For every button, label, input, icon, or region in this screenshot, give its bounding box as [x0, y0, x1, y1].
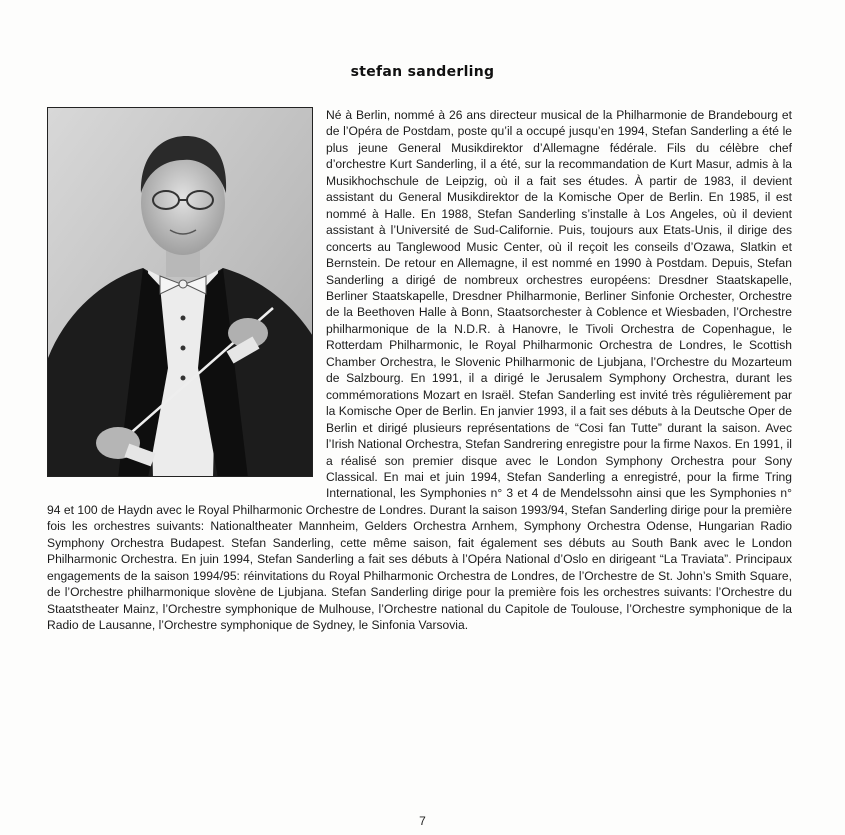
- page-title: stefan sanderling: [350, 64, 495, 80]
- portrait-photo: [47, 107, 313, 477]
- page-number: 7: [419, 814, 426, 828]
- biography-text: Né à Berlin, nommé à 26 ans directeur musical de la Philharmonie de Brandebourg et de l’Opéra de Postdam, poste qu’il a occupé jusqu’en 1994, Stefan Sanderling a été le plus jeune General Musikdirektor d’Allemagne fédérale. Fils du célèbre chef d’orchestre Kurt Sanderling, il a été, sur la recommandation de Kurt Masur, admis à la Musikhochschule de Leipzig, où il a fait ses études. À partir de 1983, il devient assistant du General Musikdirektor de la Komische Oper de Berlin. En 1985, il est nommé à Halle. En 1988, Stefan Sanderling s’installe à Los Angeles, où il devient assistant à l’Université de Sud-Californie. Puis, toujours aux Etats-Unis, il dirige des concerts au Tanglewood Music Center, où il reçoit les conseils d’Ozawa, Slatkin et Bernstein. De retour en Allemagne, il est nommé en 1990 à Postdam. Depuis, Stefan Sanderling a dirigé de nombreux orchestres européens: Dresdner Staatskapelle, Berliner Staatskapelle, Dresdner Philharmonie, Berliner Sinfonie Orchester, Orchestre de la Beethoven Halle à Bonn, Staatsorchester à Coblence et Wiesbaden, l’Orchestre philharmonique de la N.D.R. à Hanovre, le Tivoli Orchestra de Copenhague, le Rotterdam Philharmonic, le Royal Philharmonic Orchestra de Londres, le Scottish Chamber Orchestra, le Slovenic Philharmonic de Ljubjana, l’Orchestre du Mozarteum de Salzbourg. En 1991, il a dirigé le Jerusalem Symphony Orchestra, durant les commémorations Mozart en Israël. Stefan Sanderling est invité très régulièrement par la Komische Oper de Berlin. En janvier 1993, il a fait ses débuts à la Deutsche Oper de Berlin et dirigé plusieurs représentations de “Cosi fan Tutte” durant la saison. Avec l’Irish National Orchestra, Stefan Sandrering enregistre pour la firme Naxos. En 1991, il a réalisé son premier disque avec le London Symphony Orchestra pour Sony Classical. En mai et juin 1994, Stefan Sanderling a enregistré, pour la firme Tring International, les Symphonies n° 3 et 4 de Mendelssohn ainsi que les Symphonies n° 94 et 100 de Haydn avec le Royal Philharmonic Orchestre de Londres. Durant la saison 1993/94, Stefan Sanderling dirige pour la première fois les orchestres suivants: Nationaltheater Mannheim, Gelders Orchestra Arnhem, Symphony Orchestra Odense, Hungarian Radio Symphony Orchestra Budapest. Stefan Sanderling, cette même saison, fait également ses débuts au South Bank avec le London Philharmonic Orchestra. En juin 1994, Stefan Sanderling a fait ses débuts à l’Opéra National d’Oslo en dirigeant “La Traviata”. Principaux engagements de la saison 1994/95: réinvitations du Royal Philharmonic Orchestra de Londres, de l’Orchestre de St. John’s Smith Square, de l’Orchestre philharmonique slovène de Ljubjana. Stefan Sanderling dirige pour la première fois les orchestres suivants: l’Orchestre du Staatstheater Mainz, l’Orchestre symphonique de Mulhouse, l’Orchestre national du Capitole de Toulouse, l’Orchestre symphonique de la Radio de Lausanne, l’Orchestre symphonique de Sydney, le Sinfonia Varsovia.: [47, 108, 792, 633]
